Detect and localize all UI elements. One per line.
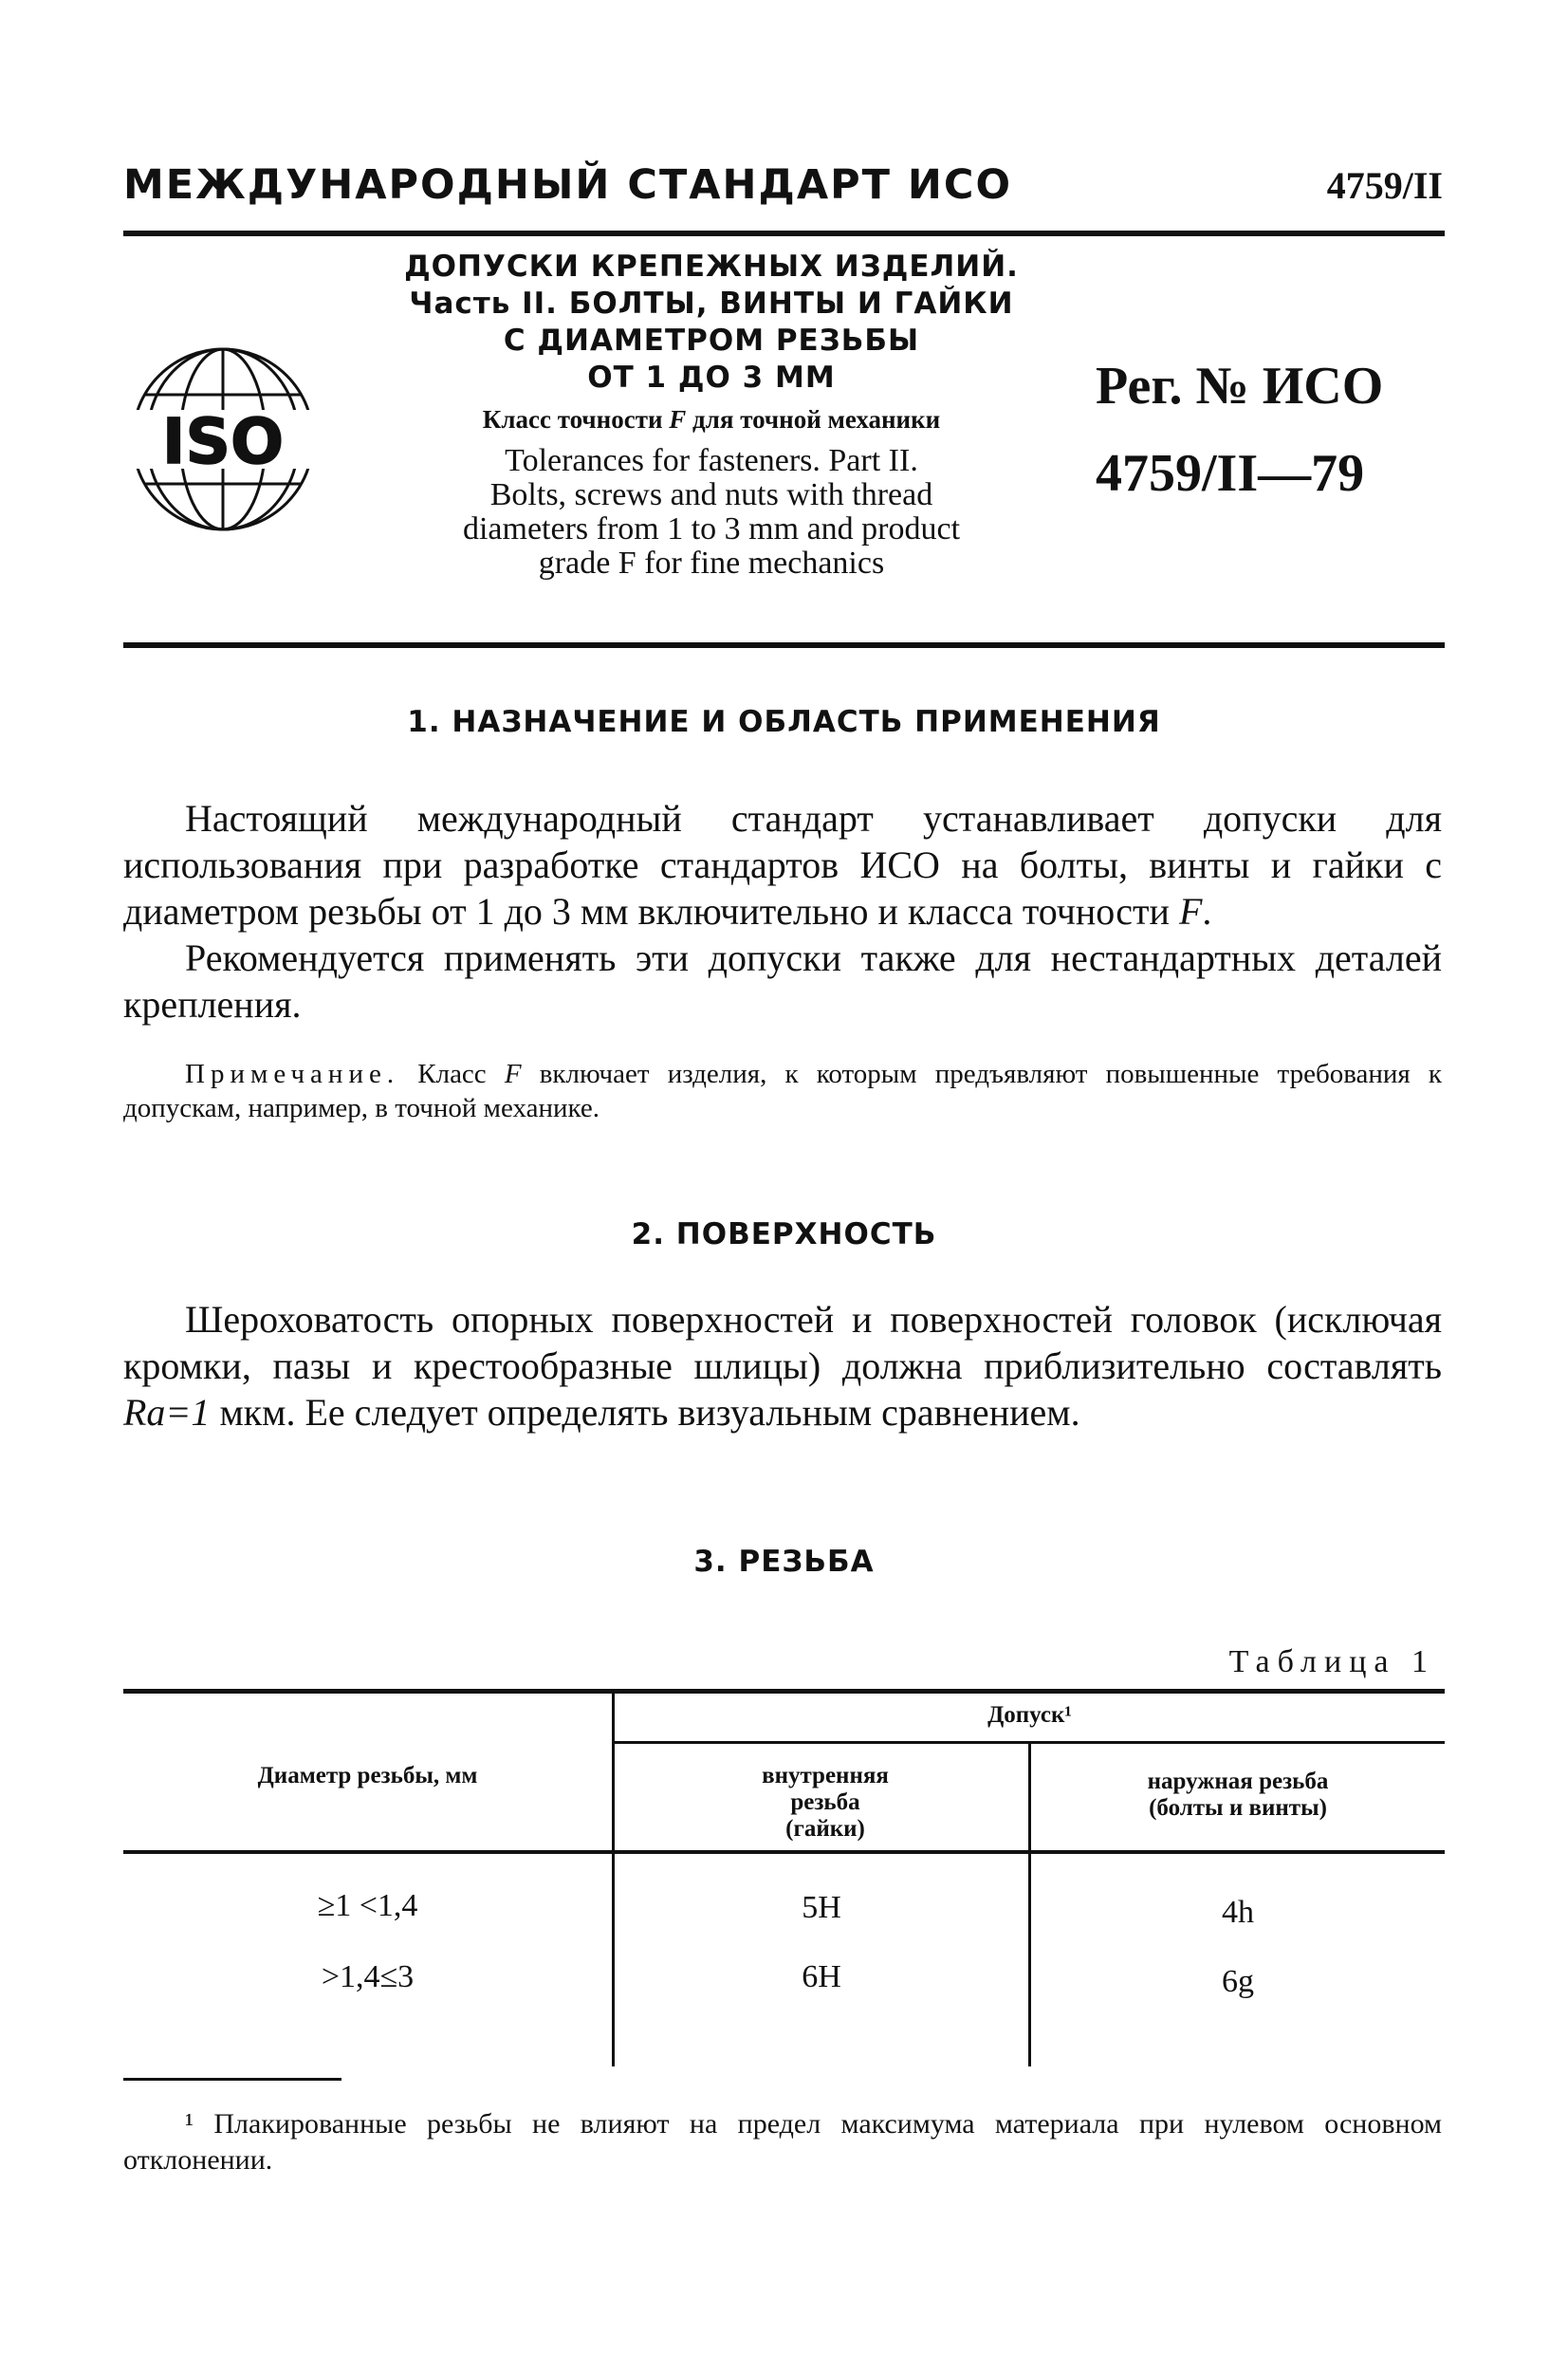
section-1-note — [123, 1057, 1442, 1125]
row-1-external: 4h — [1222, 1895, 1254, 1930]
note-text-post: включает изделия, к которым предъявляют повышенные требования к допускам, например, в точной механике. — [123, 1059, 1442, 1123]
section-3-title: 3. РЕЗЬБА — [693, 1545, 875, 1579]
title-en-line-4: grade F for fine mechanics — [538, 546, 885, 581]
header-diameter: Диаметр резьбы, мм — [257, 1763, 478, 1788]
section-2-text-post: мкм. Ее следует определять визуальным сравнением. — [210, 1391, 1080, 1434]
footnote-marker: ¹ — [185, 2108, 194, 2140]
thread-tolerance-table — [123, 1689, 1445, 2106]
row-1-internal: 5H — [802, 1890, 841, 1925]
iso-globe-icon — [123, 340, 323, 539]
title-ru-line-3: С ДИАМЕТРОМ РЕЗЬБЫ — [503, 324, 920, 358]
class-prefix: Класс точности — [482, 405, 670, 434]
header-tolerance: Допуск¹ — [987, 1702, 1072, 1728]
header-rule-bottom — [123, 642, 1445, 648]
note-text-pre: Класс — [399, 1059, 505, 1089]
table-rule-header-bottom — [123, 1850, 1445, 1854]
row-2-diameter: >1,4≤3 — [321, 1959, 415, 1994]
section-1-class-letter: F — [1178, 890, 1203, 933]
header-rule-top — [123, 231, 1445, 236]
section-2-paragraph — [123, 1296, 1442, 1436]
registration-label: Рег. № ИСО — [1096, 357, 1384, 416]
title-en-line-1: Tolerances for fasteners. Part II. — [505, 443, 918, 478]
section-1-title: 1. НАЗНАЧЕНИЕ И ОБЛАСТЬ ПРИМЕНЕНИЯ — [407, 705, 1161, 739]
section-2-title: 2. ПОВЕРХНОСТЬ — [631, 1217, 937, 1251]
section-1-paragraph-1-text: Настоящий международный стандарт устанавливает допуски для использования при разработке стандартов ИСО на болты, винты и гайки с диаметром резьбы от 1 до 3 мм включительно и класса точности — [123, 797, 1442, 933]
table-rule-top — [123, 1689, 1445, 1694]
row-1-diameter: ≥1 <1,4 — [317, 1888, 418, 1923]
iso-logo-text: ISO — [161, 405, 285, 478]
footnote-separator — [123, 2078, 341, 2081]
registration-number: 4759/II—79 — [1096, 444, 1365, 503]
footnote-text: Плакированные резьбы не влияют на предел максимума материала при нулевом основном отклонении. — [123, 2108, 1442, 2176]
product-class — [370, 402, 1053, 436]
title-ru-line-4: ОТ 1 ДО 3 ММ — [587, 361, 836, 395]
section-1-paragraph-1 — [123, 795, 1442, 935]
document-title: МЕЖДУНАРОДНЫЙ СТАНДАРТ ИСО — [123, 161, 1013, 209]
title-en — [370, 444, 1053, 581]
header-external-thread: наружная резьба (болты и винты) — [1147, 1769, 1329, 1821]
iso-logo — [123, 340, 323, 539]
class-suffix: для точной механики — [686, 405, 941, 434]
title-ru-line-1: ДОПУСКИ КРЕПЕЖНЫХ ИЗДЕЛИЙ. — [404, 250, 1019, 284]
note-class-letter: F — [504, 1059, 522, 1089]
title-en-line-2: Bolts, screws and nuts with thread — [489, 477, 933, 512]
row-2-internal: 6H — [802, 1959, 841, 1994]
note-label: Примечание. — [185, 1059, 400, 1089]
roughness-formula: Ra=1 — [123, 1391, 211, 1434]
section-1-paragraph-1-end: . — [1202, 890, 1212, 933]
title-ru-line-2: Часть II. БОЛТЫ, ВИНТЫ И ГАЙКИ — [409, 287, 1014, 321]
footnote — [123, 2106, 1442, 2178]
section-1-body — [123, 795, 1442, 1028]
section-2-text-pre: Шероховатость опорных поверхностей и поверхностей головок (исключая кромки, пазы и крестообразные шлицы) должна приблизительно составлять — [123, 1298, 1442, 1387]
class-letter: F — [669, 405, 687, 434]
header-internal-thread: внутренняя резьба (гайки) — [762, 1763, 889, 1842]
section-1-paragraph-2: Рекомендуется применять эти допуски также для нестандартных деталей крепления. — [123, 936, 1442, 1026]
section-2-body — [123, 1296, 1442, 1436]
row-2-external: 6g — [1222, 1964, 1254, 1999]
standard-title-block — [370, 249, 1053, 581]
document-number: 4759/II — [1326, 164, 1443, 207]
table-caption: Таблица 1 — [1228, 1644, 1435, 1679]
title-en-line-3: diameters from 1 to 3 mm and product — [462, 511, 961, 547]
table-rule-col1 — [612, 1689, 615, 2066]
